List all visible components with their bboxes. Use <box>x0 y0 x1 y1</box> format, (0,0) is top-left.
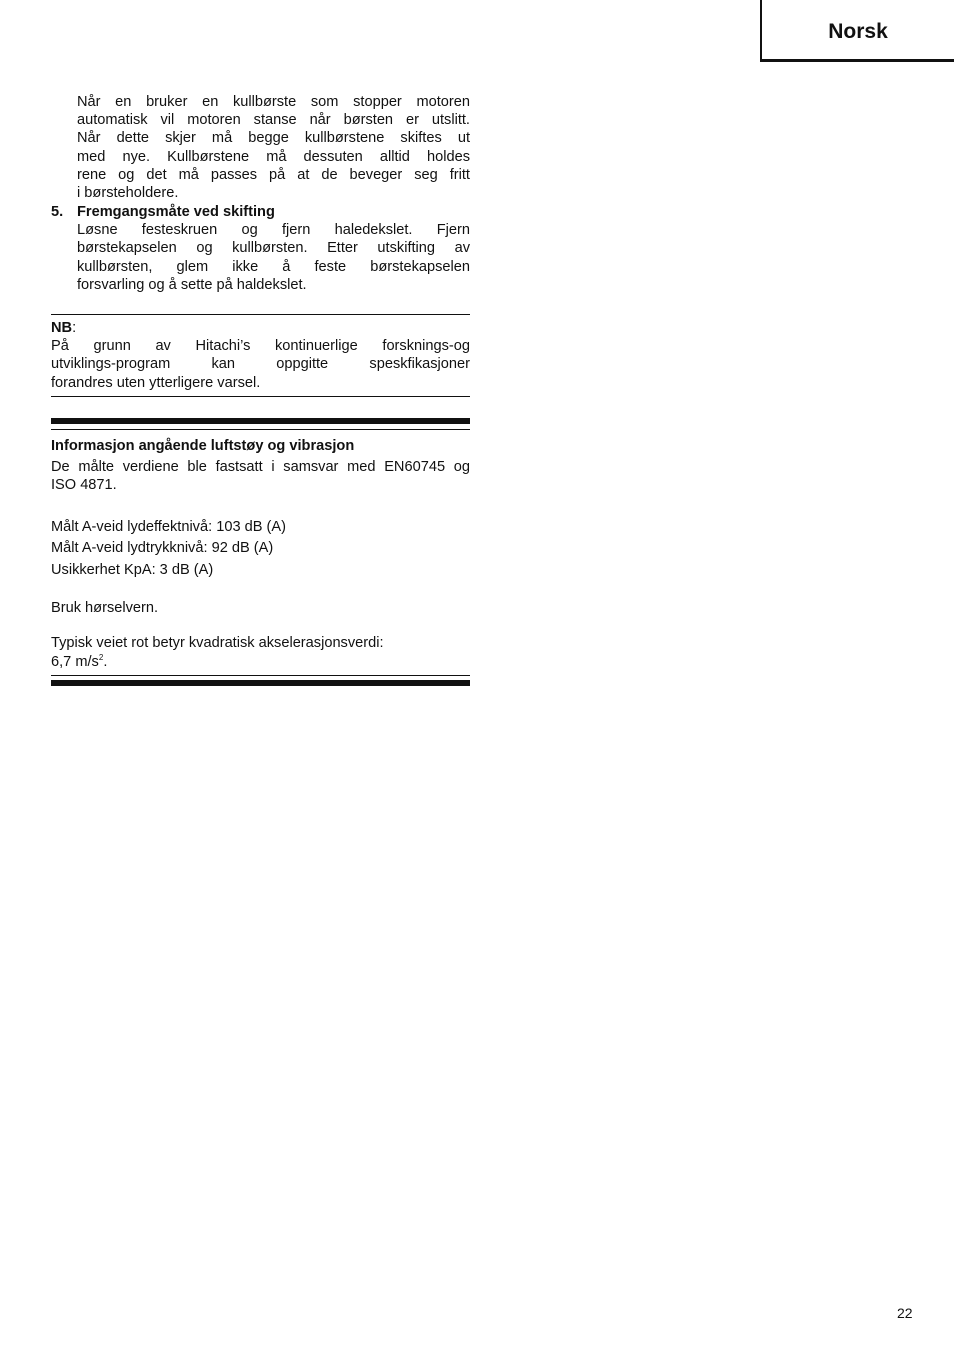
noise-top-thick-rule <box>51 418 470 424</box>
text-line: med nye. Kullbørstene må dessuten alltid holdes <box>77 148 470 165</box>
text-line: rene og det må passes på at de beveger seg fritt <box>77 166 470 183</box>
brush-intro-paragraph <box>51 93 470 202</box>
noise-info-section <box>51 437 470 671</box>
noise-info-intro <box>51 458 470 494</box>
text-line: i børsteholdere. <box>77 185 179 202</box>
text-line: De målte verdiene ble fastsatt i samsvar med EN60745 og <box>51 459 470 476</box>
vibration-value: 6,7 m/s <box>51 653 99 670</box>
text-line: forsvarling og å sette på haldekslet. <box>77 276 307 293</box>
text-line: Når en bruker en kullbørste som stopper motoren <box>77 94 470 110</box>
item-5-heading <box>51 203 470 221</box>
text-line: børstekapselen og kullbørsten. Etter utskifting av <box>77 240 470 257</box>
text-line: På grunn av Hitachi’s kontinuerlige forsknings-og <box>51 338 470 355</box>
item-number: 5. <box>51 204 64 220</box>
measurement-line: Målt A-veid lydtrykknivå: 92 dB (A) <box>51 540 274 557</box>
item-5 <box>51 203 470 294</box>
page-number: 22 <box>897 1305 913 1321</box>
noise-bottom-thick-rule <box>51 680 470 686</box>
text-line: ISO 4871. <box>51 477 117 494</box>
note-top-rule <box>51 314 470 315</box>
noise-bottom-thin-rule <box>51 675 470 676</box>
measurement-line: Usikkerhet KpA: 3 dB (A) <box>51 561 214 578</box>
measurement-line: Målt A-veid lydeffektnivå: 103 dB (A) <box>51 518 286 535</box>
text-line: Når dette skjer må begge kullbørstene skiftes ut <box>77 130 470 147</box>
text-line: kullbørsten, glem ikke å feste børstekapselen <box>77 258 470 275</box>
note-box <box>51 319 470 392</box>
hearing-protection-text: Bruk hørselvern. <box>51 600 159 617</box>
note-label-row <box>51 319 470 337</box>
note-colon: : <box>72 320 77 336</box>
noise-info-title: Informasjon angående luftstøy og vibrasjon <box>51 438 355 454</box>
text-line: automatisk vil motoren stanse når børsten er utslitt. <box>77 112 470 129</box>
text-line: forandres uten ytterligere varsel. <box>51 374 261 391</box>
note-label: NB <box>51 320 73 336</box>
vibration-line: Typisk veiet rot betyr kvadratisk akselerasjonsverdi: <box>51 635 384 652</box>
item-title: Fremgangsmåte ved skifting <box>77 204 275 220</box>
vibration-value-line <box>51 653 470 671</box>
vibration-text <box>51 634 470 670</box>
vibration-exponent: 2 <box>98 652 104 662</box>
note-bottom-rule <box>51 396 470 397</box>
language-tab: Norsk <box>760 0 954 62</box>
item-5-body <box>51 221 470 294</box>
noise-measurements <box>51 517 470 582</box>
noise-top-thin-rule <box>51 429 470 430</box>
text-line: Løsne festeskruen og fjern haledekslet. Fjern <box>77 222 470 239</box>
vibration-period: . <box>103 653 108 670</box>
text-line: utviklings-program kan oppgitte speskfikasjoner <box>51 356 470 373</box>
